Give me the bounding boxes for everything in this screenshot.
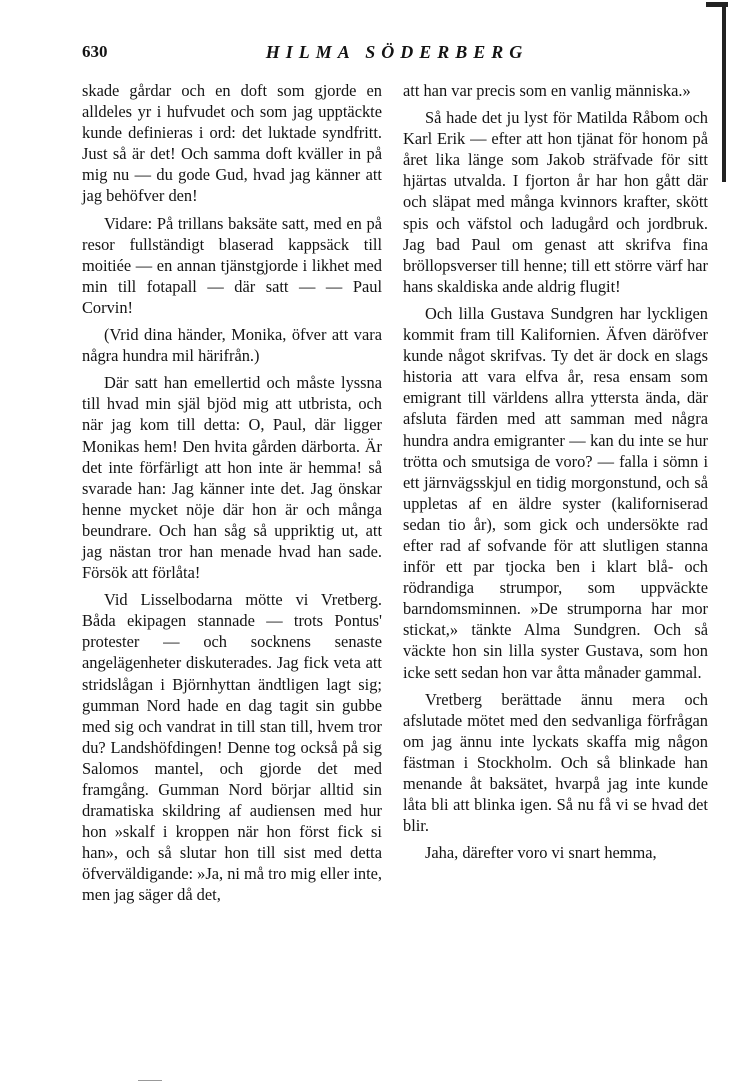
page-edge-line: [722, 6, 726, 182]
paragraph: att han var precis som en vanlig människa.»: [403, 81, 691, 100]
paragraph: Och lilla Gustava Sundgren har lyckligen kommit fram till Kalifornien. Äfven däröfver kunde något skrifvas. Ty det är dock en slags historia att vara elfva år, resa ensam som emigrant till världens allra yttersta ända, där afsluta färden med att samman med några hundra andra emigranter — kan du inte se hur trötta och smutsiga de voro? — falla i sömn i ett järnvägsskjul en tidig morgonstund, och så uppletas af en äldre syster (kaliforniserad sedan tio år), som gick och undersökte rad efter rad af sofvande för att slutligen stanna inför ett par tjocka ben i klart blå- och rödrandiga strumpor, som uppväckte barndomsminnen. »De strumporna har mor stickat,» tänkte Alma Sundgren. Och så väckte hon sin lilla syster Gustava, som hon icke sett sedan hon var åtta månader gammal.: [403, 303, 708, 682]
page-number: 630: [82, 42, 108, 61]
paragraph: Så hade det ju lyst för Matilda Råbom och Karl Erik — efter att hon tjänat för honom på året lika länge som Jakob sträfvade för sitt hjärtas utvalda. I fjorton år har hon gått där och släpat med många kvinnors krafter, skött spis och väfstol och ladugård och jordbruk. Jag bad Paul om genast att skrifva fina bröllopsverser till henne; till ett större värf har hans skaldiska ande aldrig flugit!: [403, 108, 708, 296]
left-column: [82, 80, 382, 912]
paragraph: (Vrid dina händer, Monika, öfver att vara några hundra mil härifrån.): [82, 325, 382, 366]
page-header: [82, 42, 712, 70]
paragraph: skade gårdar och en doft som gjorde en alldeles yr i hufvudet och som jag upptäckte kunde definieras i ord: det luktade syndfritt. Just så är det! Och samma doft kväller in på mig nu — du gode Gud, hvad jag känner att jag behöfver den!: [82, 81, 382, 206]
paragraph: Vidare: På trillans baksäte satt, med en på resor fullständigt blaserad kappsäck till moitiée — en annan tjänstgjorde i likhet med min till fotapall — där satt — — Paul Corvin!: [82, 213, 382, 317]
paragraph: Vid Lisselbodarna mötte vi Vretberg. Båda ekipagen stannade — trots Pontus' protester — och socknens senaste angelägenheter diskuterades. Jag fick veta att stridslågan i Björnhyttan ändtligen lagt sig; gumman Nord hade en dag tagit sin gubbe med sig och vandrat in till stan till, hvem tror du? Landshöfdingen! Denne tog också på sig Salomos mantel, och gjorde det med framgång. Gumman Nord börjar alltid sin dramatiska skildring af audiensen med hur hon »skalf i kroppen när hon först fick si han», och så slutar hon till sist med detta öfverväldigande: »Ja, ni må tro mig eller inte, men jag säger då det,: [82, 590, 382, 905]
paragraph: Där satt han emellertid och måste lyssna till hvad min själ bjöd mig att utbrista, och när jag kom till detta: O, Paul, där ligger Monikas hem! Den hvita gården därborta. Är det inte förfärligt att hon inte är hemma! så svarade han: Jag känner inte det. Jag önskar henne mycket nöje där hon är och många beundrare. Och han såg så uppriktig ut, att jag nästan tror han menade hvad han sade. Försök att förlåta!: [82, 373, 382, 583]
paragraph: Jaha, därefter voro vi snart hemma,: [425, 843, 657, 863]
footer-mark: [138, 1080, 162, 1081]
right-column: [403, 80, 708, 869]
running-head: HILMA SÖDERBERG: [265, 42, 529, 62]
paragraph: Vretberg berättade ännu mera och afslutade mötet med den sedvanliga förfrågan om jag ännu inte lyckats skaffa mig någon fästman i Stockholm. Och så blinkade han menande åt baksätet, hvarpå jag inte kunde låta bli att blinka igen. Så nu få vi se hvad det blir.: [403, 689, 708, 836]
